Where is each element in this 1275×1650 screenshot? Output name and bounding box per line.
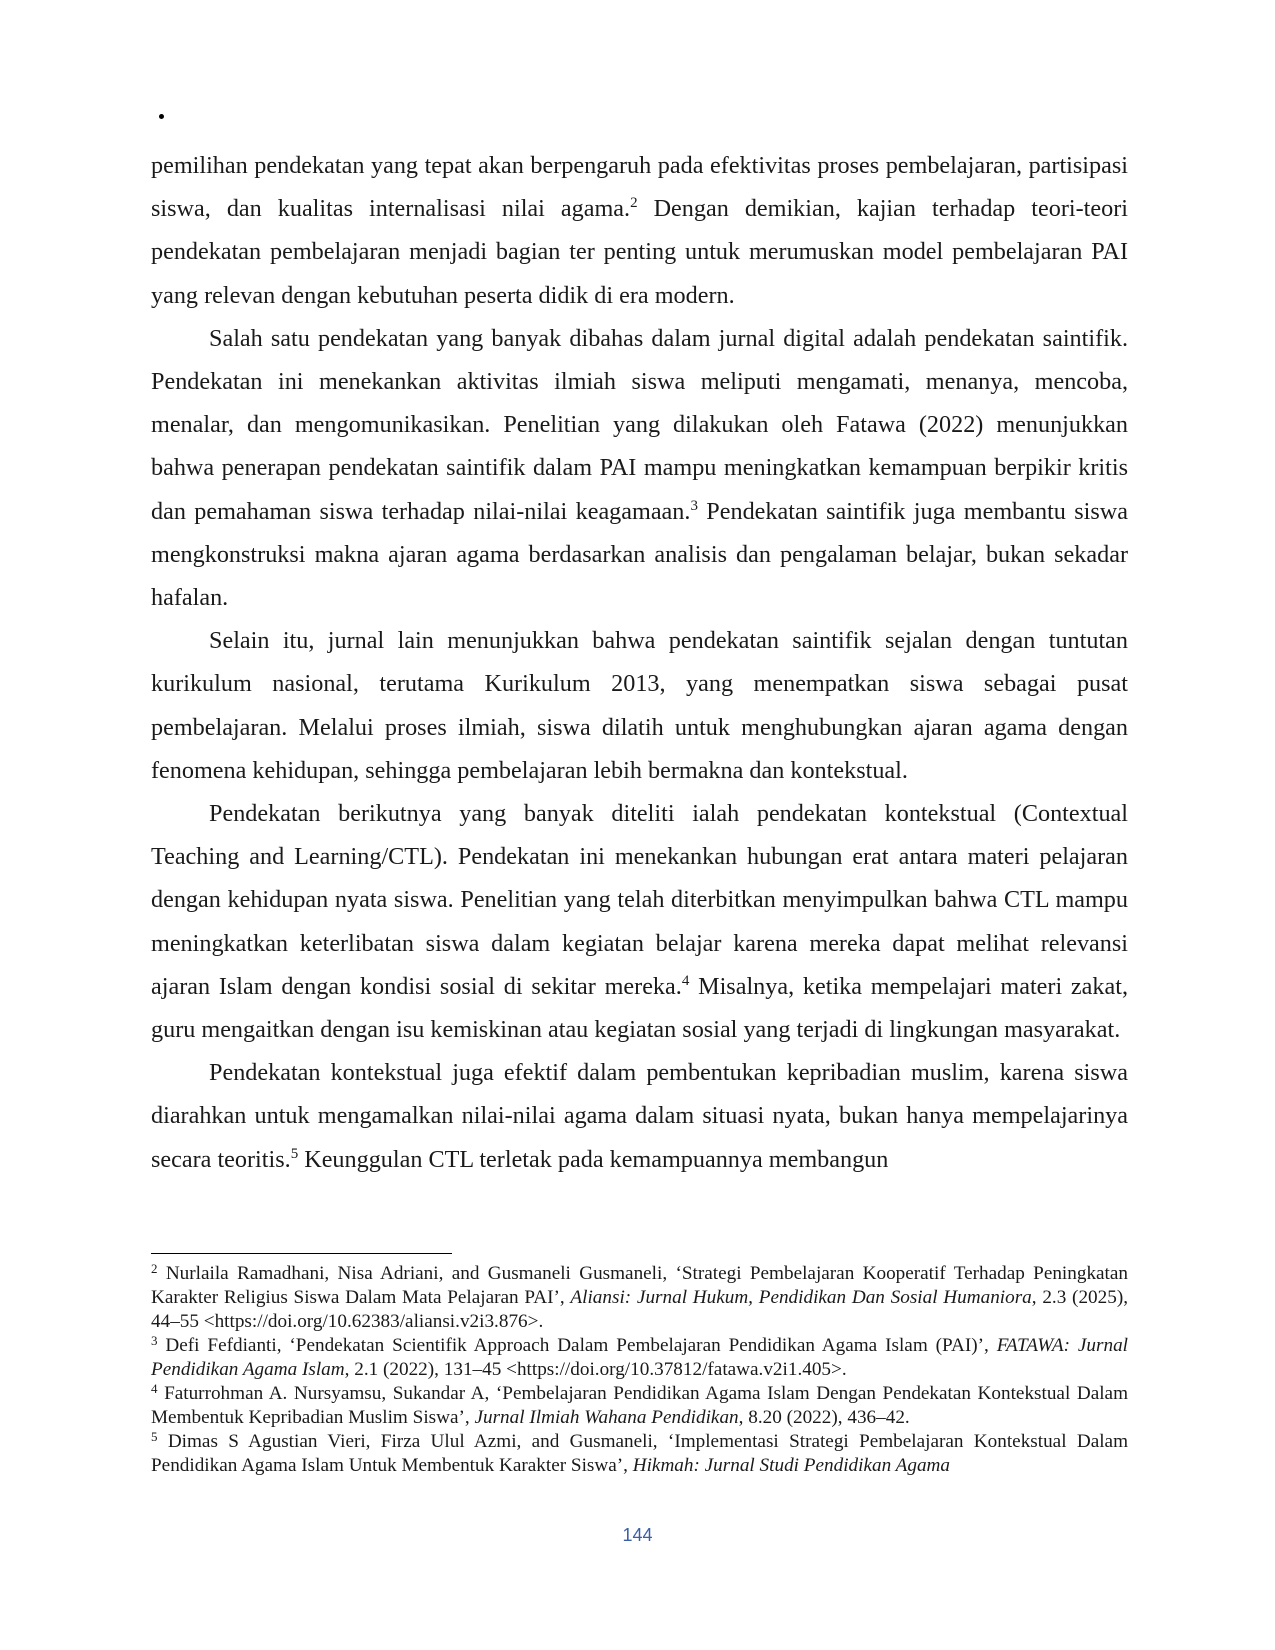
footnote-number: 5 <box>151 1429 158 1444</box>
text-run: Dengan demikian, kajian terhadap teori-teori pendekatan pembelajaran menjadi bagian ter penting untuk merumuskan model pembelajaran PAI yang relevan dengan kebutuhan peserta didik di era modern. <box>151 195 1128 309</box>
journal-title: Hikmah: Jurnal Studi Pendidikan Agama <box>632 1455 950 1476</box>
text-run: , 8.20 (2022), 436–42. <box>738 1407 910 1428</box>
text-run: Nurlaila Ramadhani, Nisa Adriani, and Gusmaneli Gusmaneli, ‘Strategi Pembelajaran Kooperatif Terhadap Peningkatan Karakter Religius Siswa Dalam Mata Pelajaran PAI’, <box>151 1263 1128 1308</box>
footnote-number: 3 <box>151 1333 158 1348</box>
text-run: Pendekatan kontekstual juga efektif dalam pembentukan kepribadian muslim, karena siswa diarahkan untuk mengamalkan nilai-nilai agama dalam situasi nyata, bukan hanya mempelajarinya secara teoritis. <box>151 1059 1128 1173</box>
page-number: 144 <box>622 1525 653 1545</box>
footnote-ref: 5 <box>290 1145 299 1162</box>
footnote <box>151 1382 1128 1430</box>
paragraph <box>151 144 1128 317</box>
bullet-dot-mark <box>159 114 164 119</box>
footnote-ref: 2 <box>630 195 638 212</box>
text-run: pemilihan pendekatan yang tepat akan berpengaruh pada efektivitas proses pembelajaran, partisipasi siswa, dan kualitas internalisasi nilai agama. <box>151 152 1128 223</box>
text-run: , 2.3 (2025), 44–55 <https://doi.org/10.62383/aliansi.v2i3.876>. <box>151 1287 1129 1332</box>
paragraph <box>151 619 1128 792</box>
text-run: Misalnya, ketika mempelajari materi zakat, guru mengaitkan dengan isu kemiskinan atau kegiatan sosial yang terjadi di lingkungan masyarakat. <box>151 972 1129 1044</box>
footnote <box>151 1430 1128 1478</box>
footnote-ref: 3 <box>690 497 698 514</box>
text-run: Dimas S Agustian Vieri, Firza Ulul Azmi, and Gusmaneli, ‘Implementasi Strategi Pembelajaran Kontekstual Dalam Pendidikan Agama Islam Untuk Membentuk Karakter Siswa’, <box>151 1431 1128 1476</box>
text-run: Pendekatan saintifik juga membantu siswa mengkonstruksi makna ajaran agama berdasarkan analisis dan pengalaman belajar, bukan sekadar hafalan. <box>151 497 1128 612</box>
paragraph <box>151 792 1128 1051</box>
text-run: Pendekatan berikutnya yang banyak diteliti ialah pendekatan kontekstual (Contextual Teaching and Learning/CTL). Pendekatan ini menekankan hubungan erat antara materi pelajaran dengan kehidupan nyata siswa. Penelitian yang telah diterbitkan menyimpulkan bahwa CTL mampu meningkatkan keterlibatan siswa dalam kegiatan belajar karena mereka dapat melihat relevansi ajaran Islam dengan kondisi sosial di sekitar mereka. <box>151 800 1128 1000</box>
text-run: Keunggulan CTL terletak pada kemampuannya membangun <box>298 1145 889 1173</box>
footnotes <box>151 1262 1128 1478</box>
footnote-separator <box>151 1253 452 1254</box>
body-text <box>151 144 1128 1181</box>
text-run: Selain itu, jurnal lain menunjukkan bahwa pendekatan saintifik sejalan dengan tuntutan kurikulum nasional, terutama Kurikulum 2013, yang menempatkan siswa sebagai pusat pembelajaran. Melalui proses ilmiah, siswa dilatih untuk menghubungkan ajaran agama dengan fenomena kehidupan, sehingga pembelajaran lebih bermakna dan kontekstual. <box>151 627 1128 784</box>
footnote-number: 4 <box>151 1381 158 1396</box>
footnote <box>151 1334 1128 1382</box>
text-run: Salah satu pendekatan yang banyak dibahas dalam jurnal digital adalah pendekatan saintifik. Pendekatan ini menekankan aktivitas ilmiah siswa meliputi mengamati, menanya, mencoba, menalar, dan mengomunikasikan. Penelitian yang dilakukan oleh Fatawa (2022) menunjukkan bahwa penerapan pendekatan saintifik dalam PAI mampu meningkatkan kemampuan berpikir kritis dan pemahaman siswa terhadap nilai-nilai keagamaan. <box>151 324 1128 525</box>
journal-title: Jurnal Ilmiah Wahana Pendidikan <box>474 1407 739 1428</box>
text-run: , 2.1 (2022), 131–45 <https://doi.org/10.37812/fatawa.v2i1.405>. <box>344 1359 847 1380</box>
paragraph <box>151 317 1128 619</box>
footnote-ref: 4 <box>681 972 690 989</box>
journal-title: Aliansi: Jurnal Hukum, Pendidikan Dan Sosial Humaniora <box>570 1287 1032 1308</box>
text-run: Defi Fefdianti, ‘Pendekatan Scientifik Approach Dalam Pembelajaran Pendidikan Agama Islam (PAI)’, <box>157 1335 997 1356</box>
footnote-number: 2 <box>151 1261 158 1276</box>
journal-title: FATAWA: Jurnal Pendidikan Agama Islam <box>151 1335 1128 1380</box>
text-run: Faturrohman A. Nursyamsu, Sukandar A, ‘Pembelajaran Pendidikan Agama Islam Dengan Pendekatan Kontekstual Dalam Membentuk Kepribadian Muslim Siswa’, <box>151 1383 1128 1428</box>
footnote <box>151 1262 1128 1334</box>
paragraph <box>151 1051 1128 1181</box>
